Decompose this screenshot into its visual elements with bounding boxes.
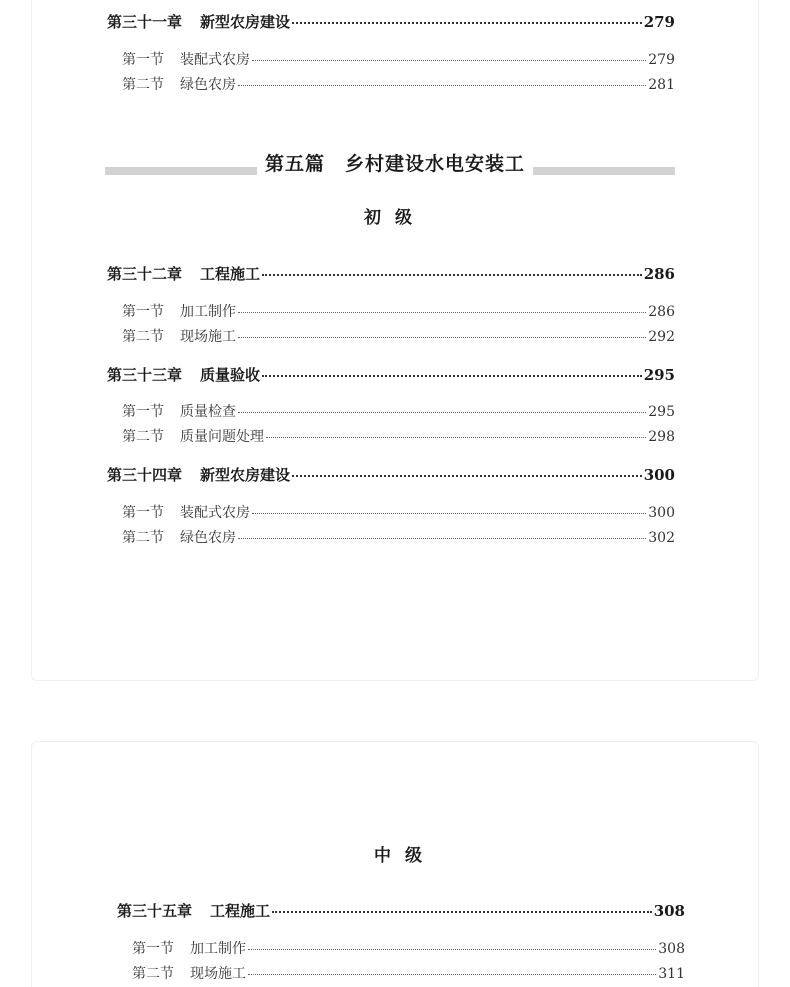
section-title: 装配式农房: [180, 505, 250, 521]
dot-leader: [292, 22, 642, 24]
toc-section-35-1[interactable]: [132, 942, 685, 956]
toc-chapter-33[interactable]: [107, 368, 675, 383]
dot-leader: [248, 974, 656, 975]
dot-leader: [238, 85, 646, 86]
section-page: 292: [648, 329, 675, 345]
section-title: 质量检查: [180, 404, 236, 420]
dot-leader: [238, 538, 646, 539]
section-label: 第二节: [122, 77, 164, 93]
section-title: 绿色农房: [180, 77, 236, 93]
chapter-page: 295: [643, 366, 675, 384]
toc-section-31-2[interactable]: [122, 78, 675, 92]
dot-leader: [248, 949, 656, 950]
chapter-page: 286: [643, 265, 675, 283]
section-page: 302: [648, 530, 675, 546]
dot-leader: [272, 911, 652, 913]
section-title: 现场施工: [190, 966, 246, 982]
toc-chapter-31[interactable]: [107, 15, 675, 30]
section-page: 298: [648, 429, 675, 445]
toc-section-35-2[interactable]: [132, 967, 685, 981]
section-label: 第一节: [122, 404, 164, 420]
section-page: 286: [648, 304, 675, 320]
section-page: 308: [658, 941, 685, 957]
level-title-junior: 初级: [364, 208, 426, 228]
section-page: 300: [648, 505, 675, 521]
section-title: 质量问题处理: [180, 429, 264, 445]
chapter-page: 300: [643, 466, 675, 484]
section-title: 加工制作: [190, 941, 246, 957]
section-page: 279: [648, 52, 675, 68]
toc-section-34-2[interactable]: [122, 531, 675, 545]
section-label: 第一节: [122, 52, 164, 68]
chapter-title: 工程施工: [200, 265, 261, 283]
part-title: 第五篇 乡村建设水电安装工: [0, 149, 790, 176]
section-title: 现场施工: [180, 329, 236, 345]
section-page: 295: [648, 404, 675, 420]
toc-section-34-1[interactable]: [122, 506, 675, 520]
dot-leader: [238, 337, 646, 338]
toc-section-33-2[interactable]: [122, 430, 675, 444]
dot-leader: [238, 312, 646, 313]
dot-leader: [252, 60, 646, 61]
chapter-label: 第三十二章: [107, 265, 183, 283]
chapter-title: 质量验收: [200, 366, 261, 384]
toc-chapter-32[interactable]: [107, 267, 675, 282]
section-label: 第一节: [132, 941, 174, 957]
section-title: 装配式农房: [180, 52, 250, 68]
dot-leader: [292, 475, 642, 477]
section-page: 311: [658, 966, 685, 982]
toc-section-32-2[interactable]: [122, 330, 675, 344]
section-title: 加工制作: [180, 304, 236, 320]
level-title-intermediate: 中级: [374, 846, 436, 866]
dot-leader: [238, 412, 646, 413]
dot-leader: [252, 513, 646, 514]
section-label: 第二节: [132, 966, 174, 982]
section-label: 第二节: [122, 530, 164, 546]
chapter-label: 第三十一章: [107, 13, 183, 31]
section-label: 第一节: [122, 304, 164, 320]
chapter-page: 308: [653, 902, 685, 920]
chapter-label: 第三十五章: [117, 902, 193, 920]
dot-leader: [262, 274, 642, 276]
chapter-page: 279: [643, 13, 675, 31]
toc-section-32-1[interactable]: [122, 305, 675, 319]
chapter-title: 新型农房建设: [200, 466, 291, 484]
chapter-title: 工程施工: [210, 902, 271, 920]
section-label: 第二节: [122, 329, 164, 345]
toc-chapter-34[interactable]: [107, 468, 675, 483]
chapter-label: 第三十三章: [107, 366, 183, 384]
dot-leader: [266, 437, 646, 438]
toc-section-33-1[interactable]: [122, 405, 675, 419]
dot-leader: [262, 375, 642, 377]
section-label: 第二节: [122, 429, 164, 445]
chapter-label: 第三十四章: [107, 466, 183, 484]
chapter-title: 新型农房建设: [200, 13, 291, 31]
section-label: 第一节: [122, 505, 164, 521]
toc-section-31-1[interactable]: [122, 53, 675, 67]
toc-chapter-35[interactable]: [117, 904, 685, 919]
section-title: 绿色农房: [180, 530, 236, 546]
section-page: 281: [648, 77, 675, 93]
